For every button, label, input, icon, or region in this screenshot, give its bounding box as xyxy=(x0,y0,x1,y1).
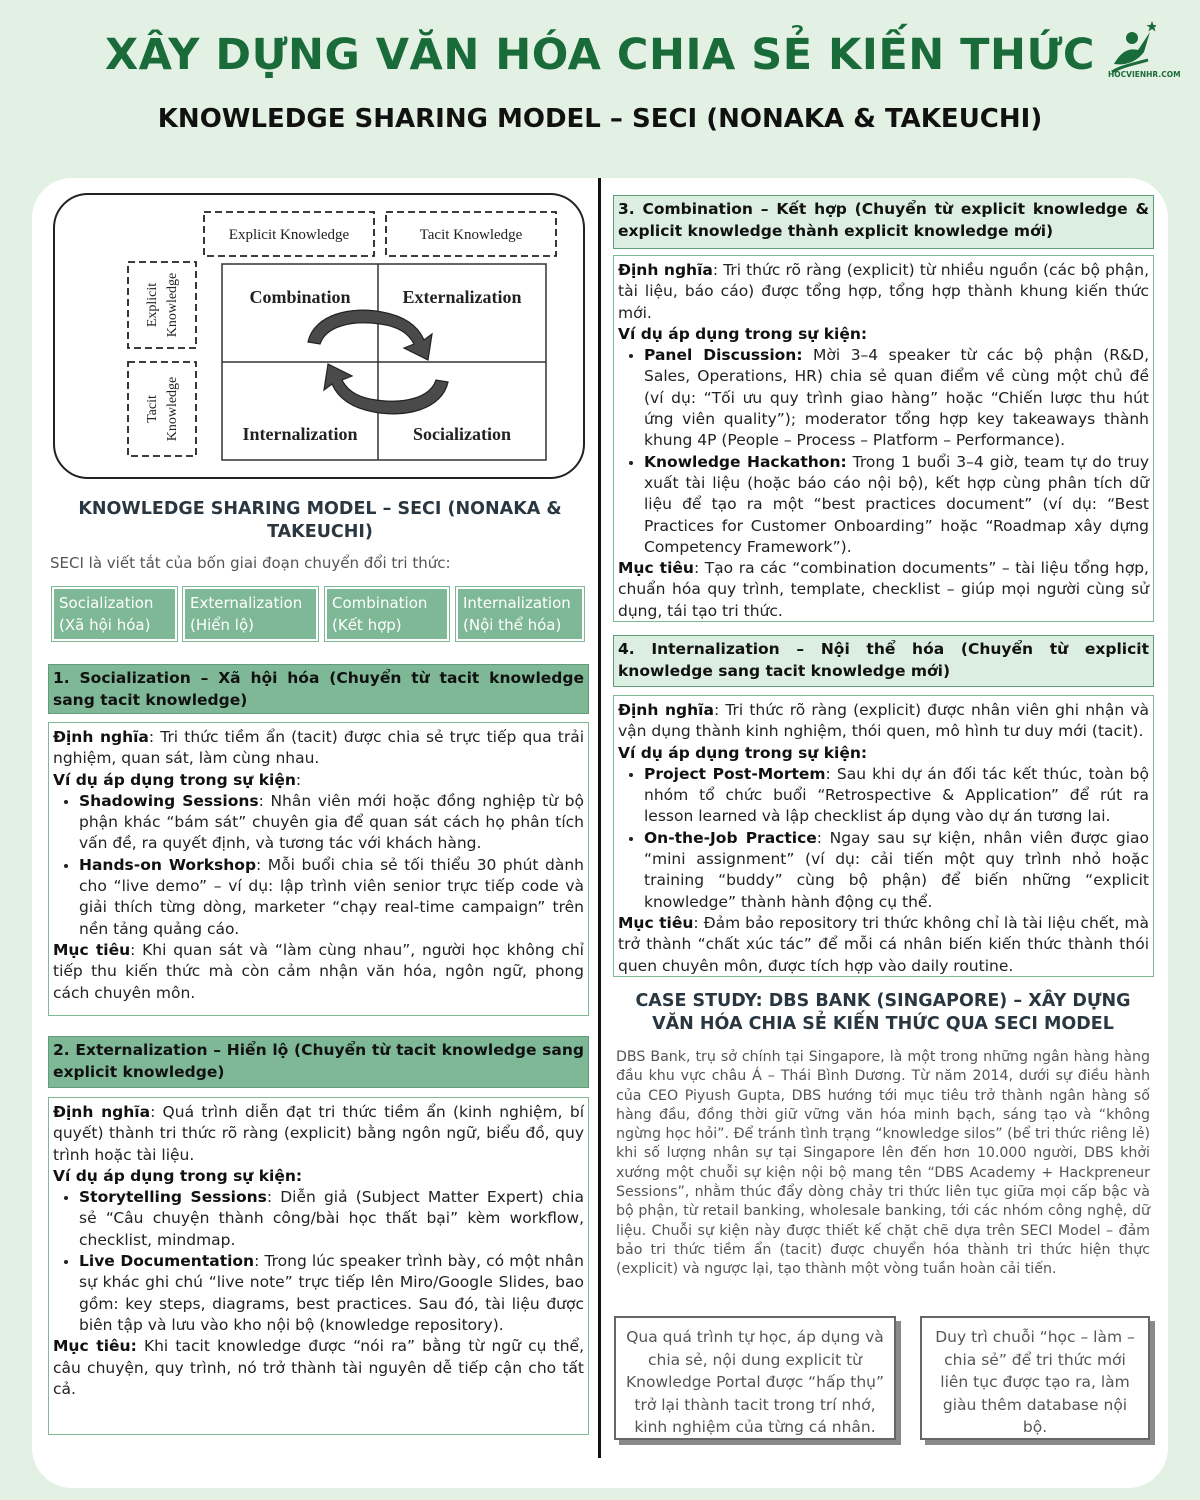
stage-vn: (Nội thể hóa) xyxy=(463,616,562,634)
seci-diagram xyxy=(52,192,586,480)
section-3-body xyxy=(613,255,1154,622)
label-tacit-side-2: Knowledge xyxy=(165,376,180,442)
item-term: Panel Discussion: xyxy=(644,346,803,365)
quadrant-combination: Combination xyxy=(249,287,351,307)
item-text: : Sau khi dự án đối tác kết thúc, toàn bộ nhóm tổ chức buổi “Retrospective & Application” để rút ra lesson learned và lập checklist áp dụng vào dự án tương lai. xyxy=(644,764,1149,826)
item-text: : Ngay sau sự kiện, nhân viên được giao “mini assignment” (ví dụ: cải tiến một quy trình nhỏ hoặc training “buddy” cùng bộ phận) để biến những “explicit knowledge” thành hành động cụ thể. xyxy=(644,828,1150,911)
goal-label: Mục tiêu xyxy=(53,940,131,959)
definition-text: : Quá trình diễn đạt tri thức tiềm ẩn (kinh nghiệm, bí quyết) thành tri thức rõ ràng (explicit) bằng ngôn ngữ, biểu đồ, quy trình hoặc tài liệu. xyxy=(53,1103,585,1164)
definition-text: : Tri thức rõ ràng (explicit) được nhân viên ghi nhận và vận dụng thành kinh nghiệm, thói quen, mô hình tư duy mới (tacit). xyxy=(618,701,1150,741)
goal-text: : Khi quan sát và “làm cùng nhau”, người học không chỉ tiếp thu kiến thức mà còn cảm nhận văn hóa, ngôn ngữ, phong cách chuyên môn. xyxy=(53,940,584,1002)
list-item xyxy=(644,764,1149,828)
column-divider xyxy=(598,178,601,1458)
quadrant-externalization: Externalization xyxy=(402,287,522,307)
goal-label: Mục tiêu xyxy=(618,559,694,578)
goal-text: Khi tacit knowledge được “nói ra” bằng từ ngữ cụ thể, câu chuyện, quy trình, nó trở thành tài nguyên dễ tiếp cận cho tất cả. xyxy=(53,1337,584,1398)
quote-box-2: Duy trì chuỗi “học – làm – chia sẻ” để tri thức mới liên tục được tạo ra, làm giàu thêm database nội bộ. xyxy=(920,1316,1150,1440)
examples-label: Ví dụ áp dụng trong sự kiện: xyxy=(53,1166,303,1185)
stage-cell-internalization xyxy=(456,587,584,641)
stage-name: Externalization xyxy=(190,594,303,612)
stage-cell-externalization xyxy=(183,587,318,641)
examples-label: Ví dụ áp dụng trong sự kiện: xyxy=(618,743,868,762)
section-4-heading: 4. Internalization – Nội thể hóa (Chuyển từ explicit knowledge sang tacit knowledge mới) xyxy=(613,635,1154,687)
section-4-body xyxy=(613,695,1154,977)
section-3-heading: 3. Combination – Kết hợp (Chuyển từ explicit knowledge & explicit knowledge thành explicit knowledge mới) xyxy=(613,195,1154,249)
definition-text: : Tri thức tiềm ẩn (tacit) được chia sẻ trực tiếp qua trải nghiệm, quan sát, làm cùng nhau. xyxy=(53,728,585,768)
item-term: Knowledge Hackathon: xyxy=(644,452,847,471)
label-explicit-side-2: Knowledge xyxy=(165,272,180,338)
list-item xyxy=(79,791,584,855)
examples-label: Ví dụ áp dụng trong sự kiện xyxy=(53,770,296,789)
stage-name: Combination xyxy=(332,594,428,612)
item-text: : Nhân viên mới hoặc đồng nghiệp từ bộ phận khác “bám sát” chuyên gia để quan sát cách họ phân tích vấn đề, ra quyết định, và tương tác với khách hàng. xyxy=(79,791,584,853)
stage-name: Internalization xyxy=(463,594,571,612)
examples-list xyxy=(79,1187,584,1336)
quadrant-socialization: Socialization xyxy=(413,424,511,444)
item-term: Storytelling Sessions xyxy=(79,1188,267,1207)
goal-text: : Đảm bảo repository tri thức không chỉ là tài liệu chết, mà trở thành “chất xúc tác” để mỗi cá nhân biến kiến thức thành thói quen chuyên môn, được tích hợp vào daily routine. xyxy=(618,913,1149,975)
item-text: : Diễn giả (Subject Matter Expert) chia sẻ “Câu chuyện thành công/bài học thất bại” kèm workflow, checklist, mindmap. xyxy=(79,1188,584,1249)
model-title: KNOWLEDGE SHARING MODEL – SECI (NONAKA & TAKEUCHI) xyxy=(78,499,562,542)
list-item xyxy=(644,452,1149,558)
section-2-body xyxy=(48,1097,589,1435)
stage-grid xyxy=(50,587,586,641)
quadrant-internalization: Internalization xyxy=(242,424,358,444)
stage-vn: (Xã hội hóa) xyxy=(59,616,151,634)
item-text: : Trong lúc speaker trình bày, có một nhân sự khác ghi chú “live note” trực tiếp lên Miro/Google Slides, bao gồm: key steps, diagrams, best practices. Sau đó, tài liệu được biên tập và lưu vào kho nội bộ (knowledge repository). xyxy=(79,1252,584,1334)
definition-text: : Tri thức rõ ràng (explicit) từ nhiều nguồn (các bộ phận, tài liệu, báo cáo) được tổng hợp, tổng hợp thành khung kiến thức mới. xyxy=(618,261,1149,322)
section-2-heading: 2. Externalization – Hiển lộ (Chuyển từ tacit knowledge sang explicit knowledge) xyxy=(48,1036,589,1088)
list-item xyxy=(79,855,584,940)
item-term: Shadowing Sessions xyxy=(79,791,259,810)
stage-name: Socialization xyxy=(59,594,154,612)
item-text: Trong 1 buổi 3–4 giờ, team tự do truy xuất tài liệu (hoặc báo cáo nội bộ), kết hợp cùng phân tích dữ liệu để tạo ra một “best practices document” (ví dụ: “Best Practices for Customer Onboarding” hoặc “Roadmap xây dựng Competency Framework”). xyxy=(644,452,1150,556)
goal-text: : Tạo ra các “combination documents” – tài liệu tổng hợp, chuẩn hóa quy trình, template, checklist – giúp mọi người cùng sử dụng, tái tạo tri thức. xyxy=(618,559,1149,620)
item-term: Live Documentation xyxy=(79,1252,255,1271)
page-subtitle: KNOWLEDGE SHARING MODEL – SECI (NONAKA & TAKEUCHI) xyxy=(157,104,1043,134)
item-term: Hands-on Workshop xyxy=(79,855,257,874)
item-term: On-the-Job Practice xyxy=(644,828,817,847)
case-study-body: DBS Bank, trụ sở chính tại Singapore, là một trong những ngân hàng hàng đầu khu vực châu Á – Thái Bình Dương. Từ năm 2014, dưới sự điều hành của CEO Piyush Gupta, DBS hướng tới mục tiêu trở thành ngân hàng số hàng đầu, đồng thời giữ vững văn hóa minh bạch, sáng tạo và “không ngừng học hỏi”. Để tránh tình trạng “knowledge silos” (bể tri thức riêng lẻ) khi số lượng nhân sự tại Singapore lên đến hơn 10.000 người, DBS khởi xướng một chuỗi sự kiện nội bộ mang tên “DBS Academy + Hackpreneur Sessions”, nhằm thúc đẩy dòng chảy tri thức liên tục giữa mọi cấp bậc và bộ phận, từ retail banking, wholesale banking, tới các nhóm công nghệ, dữ liệu. Chuỗi sự kiện này được thiết kế chặt chẽ dựa trên SECI Model – đảm bảo tri thức tiềm ẩn (tacit) được chuyển hóa thành tri thức hiện thực (explicit) và ngược lại, tạo thành một vòng tuần hoàn cải tiến. xyxy=(616,1049,1150,1278)
item-text: : Mỗi buổi chia sẻ tối thiểu 30 phút dành cho “live demo” – ví dụ: lập trình viên senior trực tiếp code và giải thích từng dòng, marketer “chạy real-time campaign” trên nền tảng quảng cáo. xyxy=(79,855,584,938)
logo-text: HOCVIENHR.COM xyxy=(1108,70,1181,79)
label-tacit-top: Tacit Knowledge xyxy=(419,227,523,243)
goal-label: Mục tiêu xyxy=(618,913,694,932)
case-study-title: CASE STUDY: DBS BANK (SINGAPORE) – XÂY DỰNG VĂN HÓA CHIA SẺ KIẾN THỨC QUA SECI MODEL xyxy=(635,991,1131,1034)
model-intro: SECI là viết tắt của bốn giai đoạn chuyển đổi tri thức: xyxy=(50,554,451,572)
definition-label: Định nghĩa xyxy=(53,728,149,746)
stage-cell-combination xyxy=(325,587,449,641)
definition-label: Định nghĩa xyxy=(618,701,714,719)
stage-cell-socialization xyxy=(52,587,177,641)
stage-vn: (Hiển lộ) xyxy=(190,616,254,634)
list-item xyxy=(79,1187,584,1251)
definition-label: Định nghĩa xyxy=(53,1103,151,1121)
examples-list xyxy=(644,764,1149,913)
stage-vn: (Kết hợp) xyxy=(332,616,402,634)
list-item xyxy=(644,345,1149,451)
section-1-body xyxy=(48,722,589,1016)
examples-label: Ví dụ áp dụng trong sự kiện: xyxy=(618,324,868,343)
examples-list xyxy=(79,791,584,940)
quote-box-1: Qua quá trình tự học, áp dụng và chia sẻ, nội dung explicit từ Knowledge Portal được “hấp thụ” trở lại thành tacit trong trí nhớ, kinh nghiệm của từng cá nhân. xyxy=(614,1316,896,1440)
label-explicit-side-1: Explicit xyxy=(145,282,160,328)
page-title: XÂY DỰNG VĂN HÓA CHIA SẺ KIẾN THỨC xyxy=(104,30,1095,80)
list-item xyxy=(79,1251,584,1336)
definition-label: Định nghĩa xyxy=(618,261,713,279)
item-text: Mời 3–4 speaker từ các bộ phận (R&D, Sales, Operations, HR) chia sẻ quan điểm về cùng một chủ đề (ví dụ: “Tối ưu quy trình giao hàng” hoặc “Chiến lược thu hút ứng viên quality”); moderator tổng hợp key takeaways thành khung 4P (People – Process – Platform – Performance). xyxy=(644,346,1149,450)
examples-colon: : xyxy=(295,770,302,789)
goal-label: Mục tiêu: xyxy=(53,1337,137,1356)
item-term: Project Post-Mortem xyxy=(644,764,826,783)
label-explicit-top: Explicit Knowledge xyxy=(228,227,350,243)
examples-list xyxy=(644,345,1149,558)
section-1-heading: 1. Socialization – Xã hội hóa (Chuyển từ tacit knowledge sang tacit knowledge) xyxy=(48,664,589,714)
list-item xyxy=(644,828,1149,913)
label-tacit-side-1: Tacit xyxy=(145,395,160,423)
